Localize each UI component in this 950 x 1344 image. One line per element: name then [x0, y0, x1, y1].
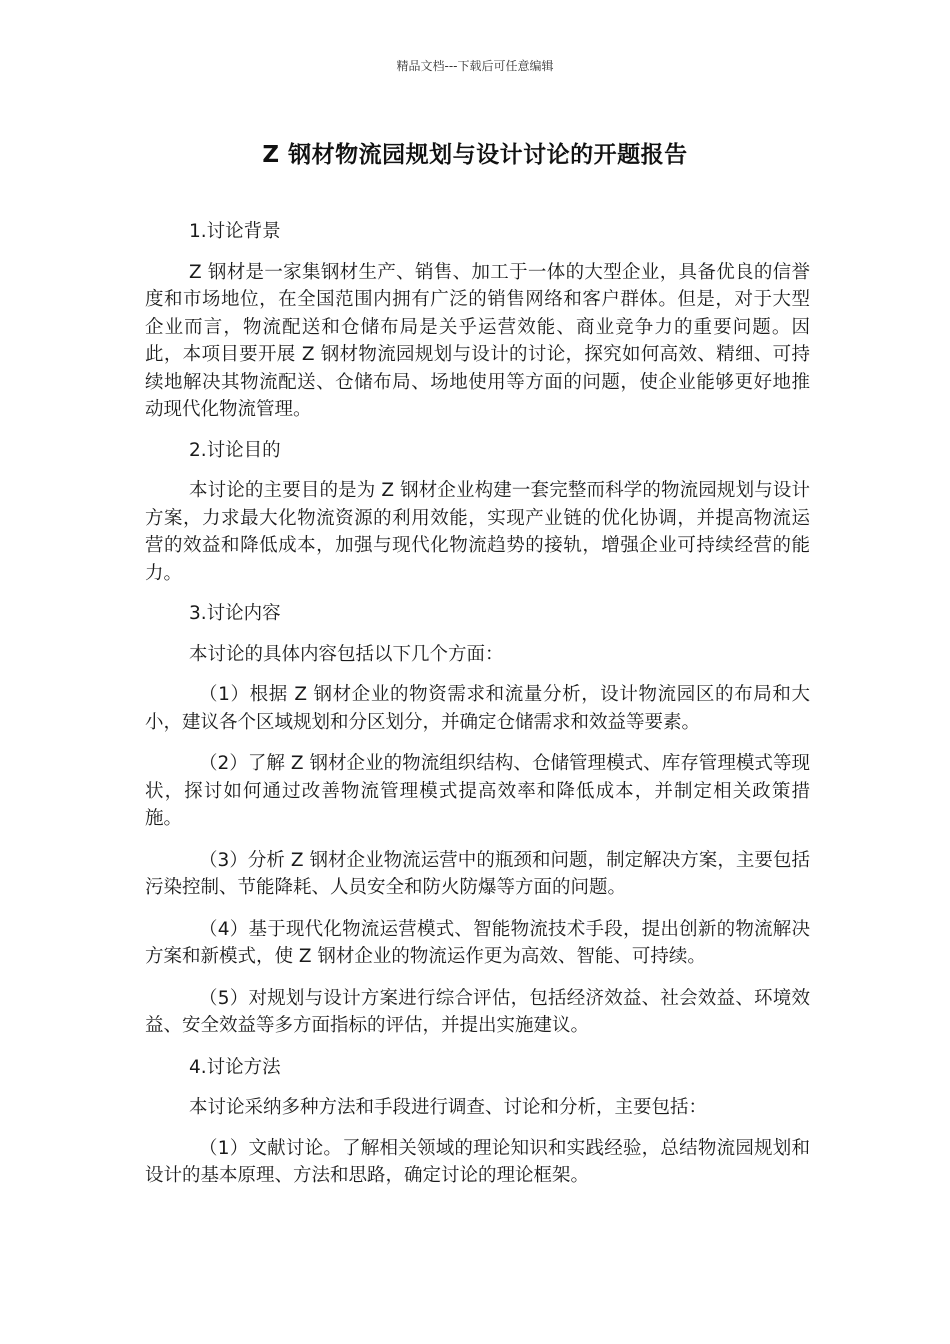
- section-heading-method: 4.讨论方法: [189, 1056, 281, 1078]
- section-heading-purpose: 2.讨论目的: [189, 439, 281, 461]
- content-item: （4）基于现代化物流运营模式、智能物流技术手段，提出创新的物流解决方案和新模式，使 Z 钢材企业的物流运作更为高效、智能、可持续。: [145, 918, 810, 967]
- header-note: 精品文档---下载后可任意编辑: [396, 59, 554, 73]
- document-body: [145, 218, 810, 1204]
- content-item: （1）根据 Z 钢材企业的物资需求和流量分析，设计物流园区的布局和大小，建议各个区域规划和分区划分，并确定仓储需求和效益等要素。: [145, 684, 810, 733]
- content-intro: 本讨论的具体内容包括以下几个方面：: [189, 643, 504, 665]
- content-item: （5）对规划与设计方案进行综合评估，包括经济效益、社会效益、环境效益、安全效益等多方面指标的评估，并提出实施建议。: [145, 987, 810, 1036]
- method-item: （1）文献讨论。了解相关领域的理论知识和实践经验，总结物流园规划和设计的基本原理、方法和思路，确定讨论的理论框架。: [145, 1137, 810, 1186]
- content-item: （3）分析 Z 钢材企业物流运营中的瓶颈和问题，制定解决方案，主要包括污染控制、节能降耗、人员安全和防火防爆等方面的问题。: [145, 849, 810, 898]
- section-heading-background: 1.讨论背景: [189, 221, 281, 242]
- document-title: Z 钢材物流园规划与设计讨论的开题报告: [262, 142, 688, 168]
- background-paragraph: Z 钢材是一家集钢材生产、销售、加工于一体的大型企业，具备优良的信誉度和市场地位，在全国范围内拥有广泛的销售网络和客户群体。但是，对于大型企业而言，物流配送和仓储布局是关乎运营效能、商业竞争力的重要问题。因此，本项目要开展 Z 钢材物流园规划与设计的讨论，探究如何高效、精细、可持续地解决其物流配送、仓储布局、场地使用等方面的问题，使企业能够更好地推动现代化物流管理。: [145, 261, 810, 420]
- purpose-paragraph: 本讨论的主要目的是为 Z 钢材企业构建一套完整而科学的物流园规划与设计方案，力求最大化物流资源的利用效能，实现产业链的优化协调，并提高物流运营的效益和降低成本，加强与现代化物流趋势的接轨，增强企业可持续经营的能力。: [145, 480, 810, 584]
- content-item: （2）了解 Z 钢材企业的物流组织结构、仓储管理模式、库存管理模式等现状，探讨如何通过改善物流管理模式提高效率和降低成本，并制定相关政策措施。: [145, 753, 810, 829]
- section-heading-content: 3.讨论内容: [189, 603, 281, 624]
- method-intro: 本讨论采纳多种方法和手段进行调查、讨论和分析，主要包括：: [189, 1097, 708, 1118]
